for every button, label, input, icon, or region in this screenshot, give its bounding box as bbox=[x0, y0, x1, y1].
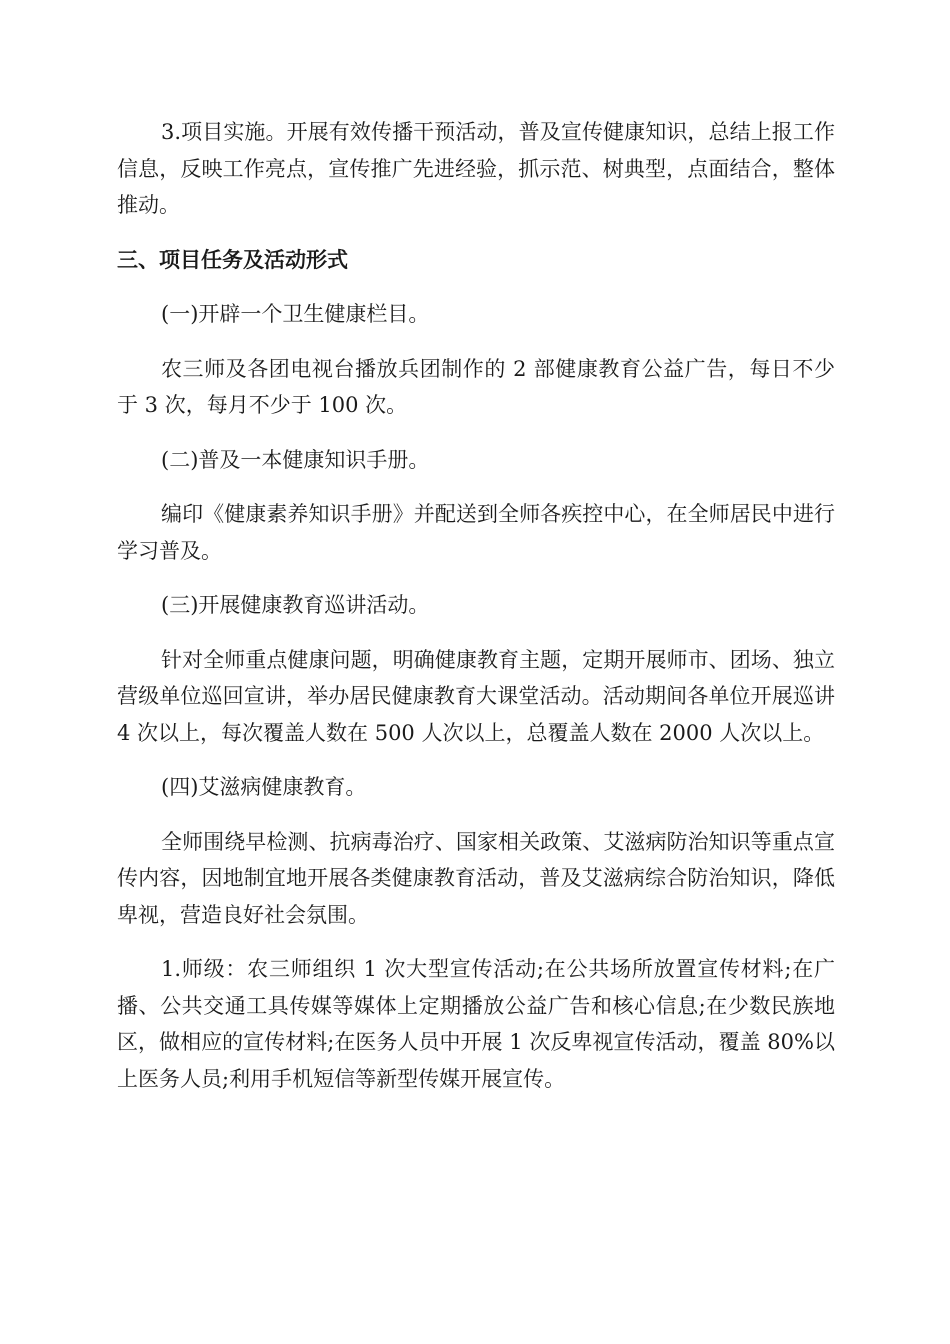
paragraph-tv-broadcast: 农三师及各团电视台播放兵团制作的 2 部健康教育公益广告，每日不少于 3 次，每月不少于 100 次。 bbox=[117, 356, 835, 417]
paragraph-division-level: 1.师级：农三师组织 1 次大型宣传活动;在公共场所放置宣传材料;在广播、公共交通工具传媒等媒体上定期播放公益广告和核心信息;在少数民族地区，做相应的宣传材料;在医务人员中开展 1 次反卑视宣传活动，覆盖 80%以上医务人员;利用手机短信等新型传媒开展宣传。 bbox=[117, 957, 835, 1091]
section-heading-tasks: 三、项目任务及活动形式 bbox=[117, 247, 348, 272]
subheading-lecture-tour: (三)开展健康教育巡讲活动。 bbox=[161, 593, 430, 617]
subheading-handbook: (二)普及一本健康知识手册。 bbox=[161, 447, 430, 472]
paragraph-project-implementation: 3.项目实施。开展有效传播干预活动，普及宣传健康知识，总结上报工作信息，反映工作亮点，宣传推广先进经验，抓示范、树典型，点面结合，整体推动。 bbox=[117, 120, 835, 217]
paragraph-handbook: 编印《健康素养知识手册》并配送到全师各疾控中心，在全师居民中进行学习普及。 bbox=[117, 502, 835, 563]
paragraph-lecture-tour: 针对全师重点健康问题，明确健康教育主题，定期开展师市、团场、独立营级单位巡回宣讲，举办居民健康教育大课堂活动。活动期间各单位开展巡讲 4 次以上，每次覆盖人数在 500 人次以上，总覆盖人数在 2000 人次以上。 bbox=[117, 647, 835, 745]
subheading-aids-education: (四)艾滋病健康教育。 bbox=[161, 775, 367, 799]
paragraph-aids-education: 全师围绕早检测、抗病毒治疗、国家相关政策、艾滋病防治知识等重点宣传内容，因地制宜地开展各类健康教育活动，普及艾滋病综合防治知识，降低卑视，营造良好社会氛围。 bbox=[117, 829, 835, 927]
subheading-health-column: (一)开辟一个卫生健康栏目。 bbox=[161, 302, 430, 326]
document-page bbox=[117, 114, 835, 1115]
